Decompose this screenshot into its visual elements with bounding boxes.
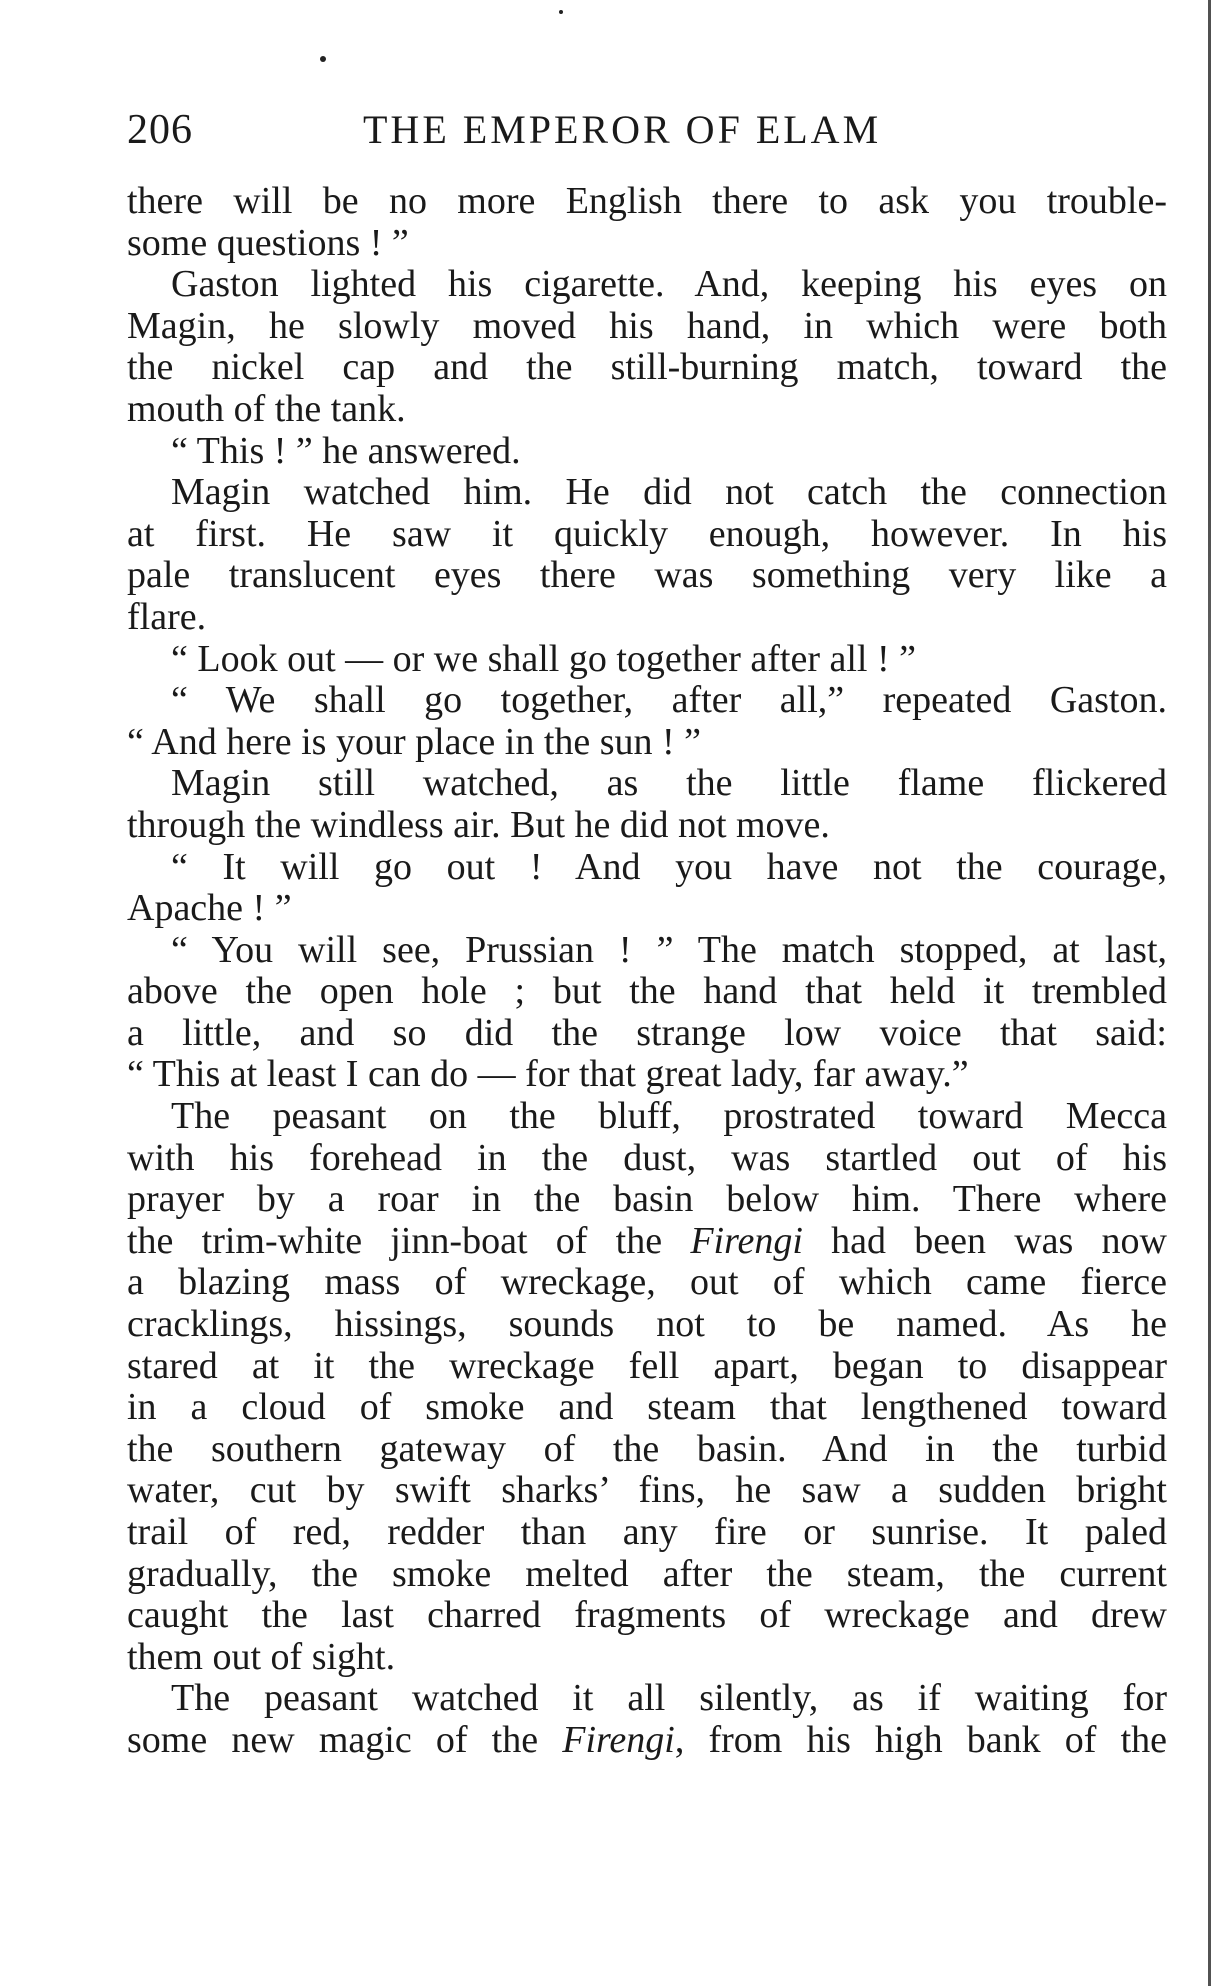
- running-head: [127, 106, 1167, 166]
- text-line: a little, and so did the strange low voice that said:: [127, 1011, 1167, 1054]
- text-line: some new magic of the Firengi, from his high bank of the: [127, 1718, 1167, 1761]
- text-line: the trim-white jinn-boat of the Firengi had been was now: [127, 1219, 1167, 1262]
- text-line: “ And here is your place in the sun ! ”: [127, 720, 702, 763]
- text-line: them out of sight.: [127, 1635, 396, 1678]
- text-line: with his forehead in the dust, was startled out of his: [127, 1136, 1167, 1179]
- text-line: “ You will see, Prussian ! ” The match stopped, at last,: [171, 928, 1167, 971]
- text-line: “ This ! ” he answered.: [171, 429, 521, 472]
- text-line: there will be no more English there to ask you trouble-: [127, 180, 1167, 222]
- text-line: Magin, he slowly moved his hand, in which were both: [127, 304, 1167, 347]
- text-line: prayer by a roar in the basin below him. There where: [127, 1178, 1167, 1221]
- text-line: above the open hole ; but the hand that held it trembled: [127, 970, 1167, 1013]
- text-line: flare.: [127, 595, 207, 638]
- body-text: [127, 181, 1167, 1762]
- text-line: trail of red, redder than any fire or sunrise. It paled: [127, 1511, 1167, 1553]
- text-line: mouth of the tank.: [127, 387, 406, 430]
- page-number: 206: [127, 107, 193, 153]
- text-line: Gaston lighted his cigarette. And, keeping his eyes on: [171, 263, 1167, 306]
- text-line: “ Look out — or we shall go together after all ! ”: [171, 637, 916, 680]
- text-line: “ We shall go together, after all,” repeated Gaston.: [171, 679, 1167, 722]
- text-line: water, cut by swift sharks’ fins, he saw a sudden bright: [127, 1469, 1167, 1512]
- text-line: caught the last charred fragments of wreckage and drew: [127, 1594, 1167, 1637]
- text-line: gradually, the smoke melted after the steam, the current: [127, 1552, 1167, 1595]
- text-line: stared at it the wreckage fell apart, began to disappear: [127, 1344, 1167, 1387]
- page-binding-edge: [1208, 0, 1211, 1986]
- text-line: The peasant watched it all silently, as if waiting for: [171, 1677, 1167, 1720]
- text-line: Magin watched him. He did not catch the connection: [171, 471, 1167, 514]
- text-line: The peasant on the bluff, prostrated toward Mecca: [171, 1095, 1167, 1138]
- text-line: some questions ! ”: [127, 221, 409, 264]
- text-line: the southern gateway of the basin. And in the turbid: [127, 1427, 1167, 1470]
- text-line: in a cloud of smoke and steam that lengthened toward: [127, 1386, 1167, 1429]
- text-line: a blazing mass of wreckage, out of which came fierce: [127, 1261, 1167, 1304]
- text-line: “ This at least I can do — for that great lady, far away.”: [127, 1053, 969, 1096]
- text-line: through the windless air. But he did not move.: [127, 803, 830, 846]
- text-line: Apache ! ”: [127, 887, 292, 930]
- ink-speck: [559, 10, 563, 14]
- text-line: Magin still watched, as the little flame flickered: [171, 762, 1167, 805]
- ink-speck: [320, 56, 326, 62]
- text-line: at first. He saw it quickly enough, however. In his: [127, 512, 1167, 555]
- text-line: cracklings, hissings, sounds not to be named. As he: [127, 1303, 1167, 1346]
- text-line: “ It will go out ! And you have not the courage,: [171, 845, 1167, 888]
- text-line: the nickel cap and the still-burning match, toward the: [127, 346, 1167, 389]
- running-title: THE EMPEROR OF ELAM: [363, 107, 882, 152]
- text-line: pale translucent eyes there was something very like a: [127, 554, 1167, 597]
